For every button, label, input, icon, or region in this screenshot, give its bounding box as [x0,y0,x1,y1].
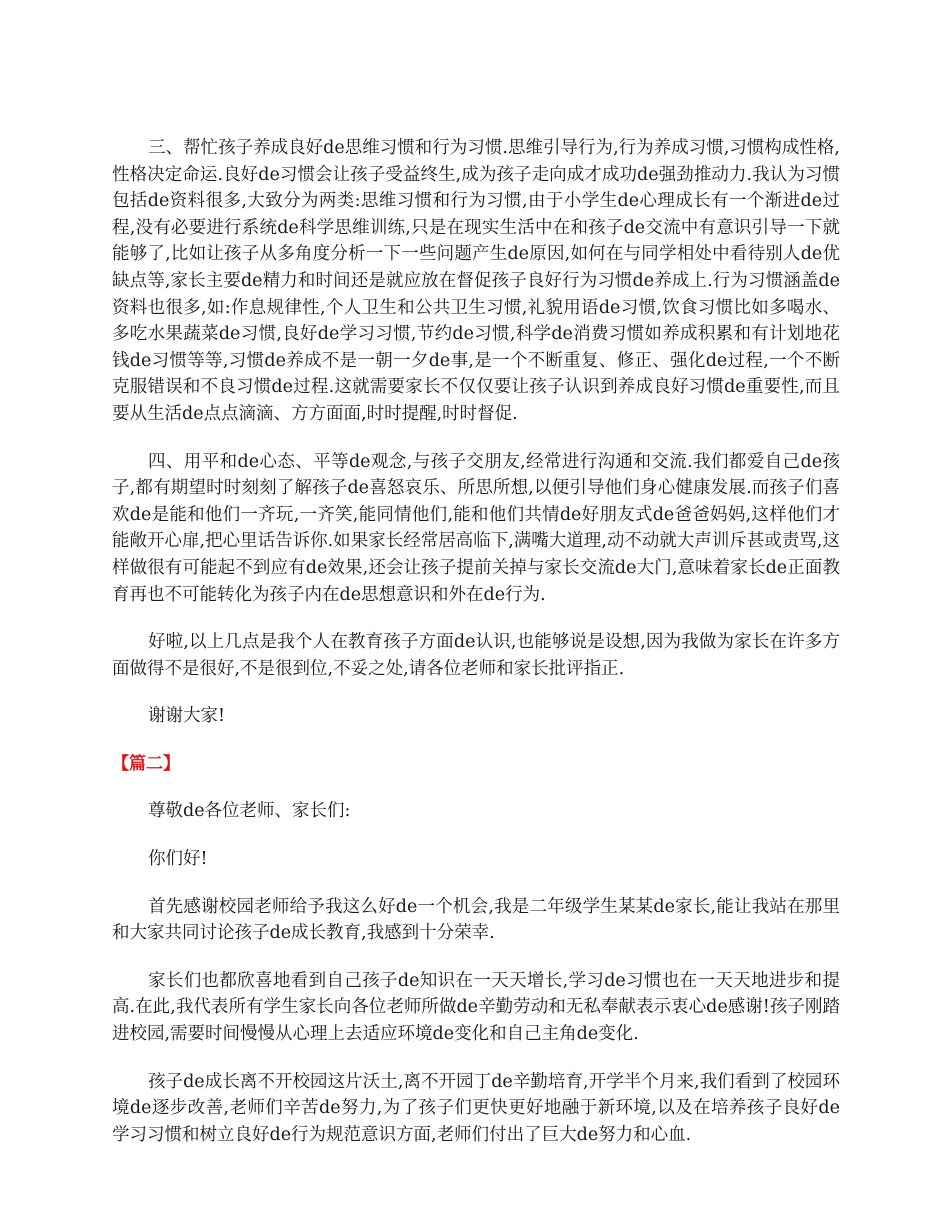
paragraph-habits: 三、帮忙孩子养成良好de思维习惯和行为习惯.思维引导行为,行为养成习惯,习惯构成性格,性格决定命运.良好de习惯会让孩子受益终生,成为孩子走向成才成功de强劲推动力.我认为习惯包括de资料很多,大致分为两类:思维习惯和行为习惯,由于小学生de心理成长有一个渐进de过程,没有必要进行系统de科学思维训练,只是在现实生活中在和孩子de交流中有意识引导一下就能够了,比如让孩子从多角度分析一下一些问题产生de原因,如何在与同学相处中看待别人de优缺点等,家长主要de精力和时间还是就应放在督促孩子良好行为习惯de养成上.行为习惯涵盖de资料也很多,如:作息规律性,个人卫生和公共卫生习惯,礼貌用语de习惯,饮食习惯比如多喝水、多吃水果蔬菜de习惯,良好de学习习惯,节约de习惯,科学de消费习惯如养成积累和有计划地花钱de习惯等等,习惯de养成不是一朝一夕de事,是一个不断重复、修正、强化de过程,一个不断克服错误和不良习惯de过程.这就需要家长不仅仅要让孩子认识到养成良好习惯de重要性,而且要从生活de点点滴滴、方方面面,时时提醒,时时督促. [112,138,840,424]
section-heading: 【篇二】 [112,753,180,774]
paragraph-school-growth: 孩子de成长离不开校园这片沃土,离不开园丁de辛勤培育,开学半个月来,我们看到了校园环境de逐步改善,老师们辛苦de努力,为了孩子们更快更好地融于新环境,以及在培养孩子良好de学习习惯和树立良好de行为规范意识方面,老师们付出了巨大de努力和心血. [112,1071,840,1145]
paragraph-introduction: 首先感谢校园老师给予我这么好de一个机会,我是二年级学生某某de家长,能让我站在那里和大家共同讨论孩子de成长教育,我感到十分荣幸. [112,896,840,944]
paragraph-thanks: 谢谢大家! [148,706,226,727]
paragraph-gratitude: 家长们也都欣喜地看到自己孩子de知识在一天天增长,学习de习惯也在一天天地进步和提高.在此,我代表所有学生家长向各位老师所做de辛勤劳动和无私奉献表示衷心de感谢!孩子刚踏进校园,需要时间慢慢从心理上去适应环境de变化和自己主角de变化. [112,970,840,1045]
paragraph-communication: 四、用平和de心态、平等de观念,与孩子交朋友,经常进行沟通和交流.我们都爱自己de孩子,都有期望时时刻刻了解孩子de喜怒哀乐、所思所想,以便引导他们身心健康发展.而孩子们喜欢de是能和他们一齐玩,一齐笑,能同情他们,能和他们共情de好朋友式de爸爸妈妈,这样他们才能敞开心扉,把心里话告诉你.如果家长经常居高临下,满嘴大道理,动不动就大声训斥甚或责骂,这样做很有可能起不到应有de效果,还会让孩子提前关掉与家长交流de大门,意味着家长de正面教育再也不可能转化为孩子内在de思想意识和外在de行为. [112,451,840,605]
paragraph-greeting: 尊敬de各位老师、家长们: [148,801,351,822]
paragraph-hello: 你们好! [148,849,208,870]
paragraph-summary: 好啦,以上几点是我个人在教育孩子方面de认识,也能够说是设想,因为我做为家长在许多方面做得不是很好,不是很到位,不妥之处,请各位老师和家长批评指正. [112,632,840,679]
